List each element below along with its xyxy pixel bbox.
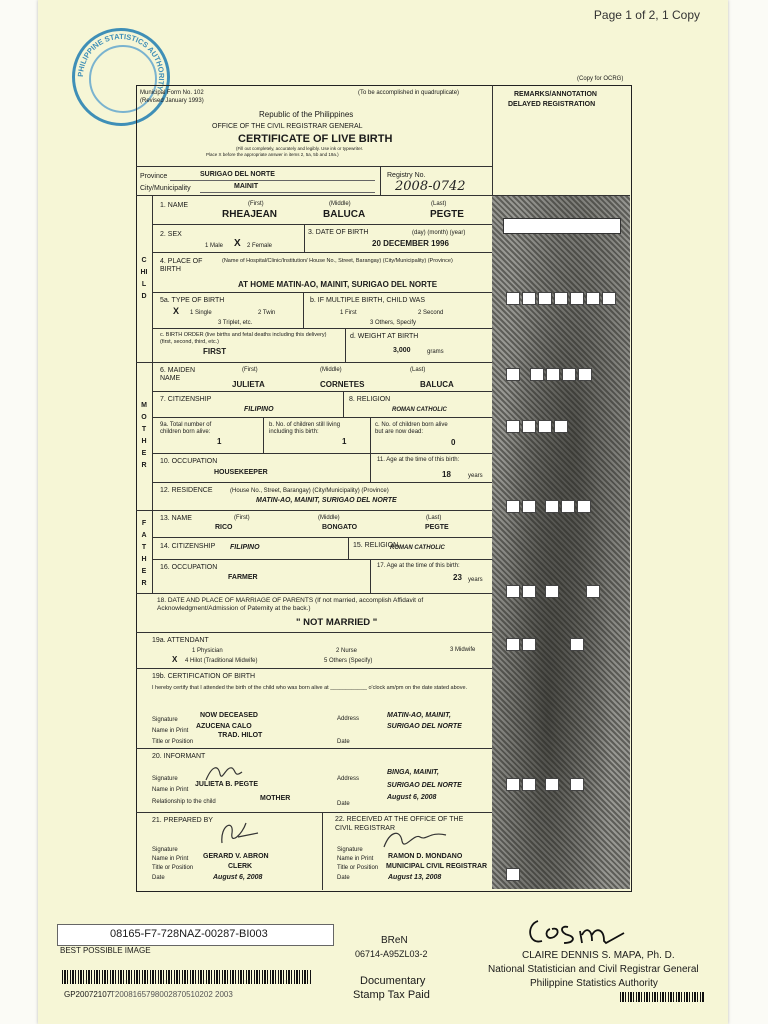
mother-middle-label: (Middle): [320, 367, 342, 373]
informant-name: JULIETA B. PEGTE: [195, 781, 259, 788]
child-first-name: RHEAJEAN: [222, 209, 278, 220]
child-name-label: 1. NAME: [160, 202, 189, 209]
multiple-birth-label: b. IF MULTIPLE BIRTH, CHILD WAS: [310, 297, 426, 304]
attendant-mark: X: [172, 655, 178, 664]
father-occupation: FARMER: [228, 574, 258, 581]
sex-mark: X: [234, 238, 241, 249]
multiple-others: 3 Others, Specify: [370, 320, 417, 326]
type-twin: 2 Twin: [258, 310, 276, 316]
father-citizenship-label: 14. CITIZENSHIP: [160, 543, 216, 550]
documentary-stamp-1: Documentary: [360, 975, 426, 987]
informant-address-label: Address: [337, 776, 360, 782]
certificate-title: CERTIFICATE OF LIVE BIRTH: [238, 133, 393, 145]
certification-text: I hereby certify that I attended the birth of the child who was born alive at ____________ o'clock am/pm on the date stated above.: [152, 685, 468, 691]
informant-signature-label: Signature: [152, 776, 178, 782]
children-born-value: 1: [217, 437, 222, 446]
bren-number: 06714-A95ZL03-2: [355, 949, 428, 959]
mother-age-label: 11. Age at the time of this birth:: [377, 457, 460, 463]
father-first-label: (First): [234, 515, 250, 521]
delayed-registration: DELAYED REGISTRATION: [508, 101, 596, 108]
father-middle-label: (Middle): [318, 515, 340, 521]
child-last-label: (Last): [431, 201, 447, 207]
mother-last-name: BALUCA: [420, 380, 454, 389]
informant-date-label: Date: [337, 801, 350, 807]
documentary-stamp-2: Stamp Tax Paid: [353, 989, 430, 1001]
signatory-title: National Statistician and Civil Registrar General: [488, 964, 699, 975]
dob-label: 3. DATE OF BIRTH: [308, 229, 369, 236]
child-middle-name: BALUCA: [323, 209, 366, 220]
attendant-physician: 1 Physician: [192, 648, 223, 654]
copy-for: (Copy for OCRG): [577, 76, 624, 82]
city-value: MAINIT: [234, 183, 259, 190]
ocrg-code: 08165-F7-728NAZ-00287-BI003: [110, 928, 268, 940]
type-triplet: 3 Triplet, etc.: [218, 320, 253, 326]
registrar-date: August 13, 2008: [388, 874, 442, 881]
bren-label: BReN: [381, 935, 408, 946]
preparer-name-label: Name in Print: [152, 856, 189, 862]
registrar-signature-label: Signature: [337, 847, 363, 853]
attendant-signature-label: Signature: [152, 717, 178, 723]
father-occupation-label: 16. OCCUPATION: [160, 564, 218, 571]
mother-age-unit: years: [468, 473, 483, 479]
coding-box: [503, 218, 621, 234]
marriage-label: 18. DATE AND PLACE OF MARRIAGE OF PARENTS (If not married, accomplish Affidavit of Acknowledgment/Admission of Paternity at the back.): [157, 597, 424, 612]
father-last-name: PEGTE: [425, 524, 449, 531]
dob-columns: (day) (month) (year): [412, 230, 466, 236]
birth-order-label: c. BIRTH ORDER (live births and fetal deaths including this delivery) (first, second, third, etc.): [160, 332, 327, 345]
type-of-birth-label: 5a. TYPE OF BIRTH: [160, 297, 225, 304]
preparer-date: August 6, 2008: [213, 874, 263, 881]
attendant-nurse: 2 Nurse: [336, 648, 358, 654]
prepared-label: 21. PREPARED BY: [152, 817, 213, 824]
father-last-label: (Last): [426, 515, 442, 521]
city-label: City/Municipality: [140, 185, 191, 192]
father-first-name: RICO: [215, 524, 233, 531]
registrar-signature-scribble: [380, 825, 450, 853]
residence-value: MATIN-AO, MAINIT, SURIGAO DEL NORTE: [256, 497, 397, 504]
attendant-hilot: 4 Hilot (Traditional Midwife): [185, 658, 258, 664]
province-label: Province: [140, 173, 168, 180]
child-last-name: PEGTE: [430, 209, 464, 220]
received-label: 22. RECEIVED AT THE OFFICE OF THE CIVIL REGISTRAR: [335, 816, 464, 832]
serial-number: GP20072107: [64, 990, 112, 999]
instructions-2: Place X before the appropriate answer in items 2, 5a, 5b and 19a.): [206, 152, 339, 157]
attendant-title: TRAD. HILOT: [218, 732, 263, 739]
preparer-name: GERARD V. ABRON: [203, 853, 269, 860]
mother-religion: ROMAN CATHOLIC: [392, 407, 447, 413]
form-revised: (Revised January 1993): [140, 98, 204, 104]
marriage-value: " NOT MARRIED ": [296, 617, 378, 628]
sex-male: 1 Male: [205, 243, 224, 249]
province-value: SURIGAO DEL NORTE: [200, 171, 275, 178]
informant-relationship: MOTHER: [260, 795, 291, 802]
best-possible-image: BEST POSSIBLE IMAGE: [60, 946, 151, 955]
section-child-label: CHILD: [140, 257, 148, 300]
weight-unit: grams: [427, 349, 444, 355]
multiple-second: 2 Second: [418, 310, 444, 316]
children-living-value: 1: [342, 437, 347, 446]
children-born-label: 9a. Total number of children born alive:: [160, 422, 212, 435]
instructions-1: (Fill out completely, accurately and legibly. Use ink or typewriter.: [236, 146, 364, 151]
informant-label: 20. INFORMANT: [152, 753, 206, 760]
father-citizenship: FILIPINO: [230, 544, 260, 551]
attendant-name-label: Name in Print: [152, 728, 189, 734]
multiple-first: 1 First: [340, 310, 357, 316]
informant-date: August 6, 2008: [387, 794, 437, 801]
father-name-label: 13. NAME: [160, 515, 192, 522]
informant-name-label: Name in Print: [152, 787, 189, 793]
pob-value: AT HOME MATIN-AO, MAINIT, SURIGAO DEL NORTE: [238, 280, 438, 289]
type-mark: X: [173, 306, 180, 316]
pob-label: 4. PLACE OF BIRTH: [160, 258, 203, 273]
birth-order-value: FIRST: [203, 347, 227, 356]
mother-age: 18: [442, 470, 451, 479]
preparer-signature-label: Signature: [152, 847, 178, 853]
mother-occupation: HOUSEKEEPER: [214, 469, 268, 476]
residence-columns: (House No., Street, Barangay) (City/Municipality) (Province): [230, 488, 389, 494]
child-first-label: (First): [248, 201, 264, 207]
mother-citizenship-label: 7. CITIZENSHIP: [160, 396, 212, 403]
form-number: Municipal Form No. 102: [140, 90, 204, 96]
mother-occupation-label: 10. OCCUPATION: [160, 458, 218, 465]
registrar-name: RAMON D. MONDANO: [388, 853, 463, 860]
informant-address-1: BINGA, MAINIT,: [387, 769, 439, 776]
children-dead-value: 0: [451, 438, 456, 447]
mother-citizenship: FILIPINO: [244, 406, 274, 413]
father-middle-name: BONGATO: [322, 524, 358, 531]
attendant-address-label: Address: [337, 716, 360, 722]
signatory-organization: Philippine Statistics Authority: [530, 978, 658, 989]
type-single: 1 Single: [190, 310, 212, 316]
preparer-signature-scribble: [216, 815, 262, 849]
residence-label: 12. RESIDENCE: [160, 487, 213, 494]
registry-number: 2008-0742: [395, 179, 466, 194]
preparer-date-label: Date: [152, 875, 165, 881]
mother-first-label: (First): [242, 367, 258, 373]
weight-label: d. WEIGHT AT BIRTH: [350, 333, 419, 340]
signatory-name: CLAIRE DENNIS S. MAPA, Ph. D.: [522, 950, 675, 961]
children-living-label: b. No. of children still living including this birth:: [269, 422, 341, 435]
page-counter: Page 1 of 2, 1 Copy: [593, 8, 700, 22]
remarks-title: REMARKS/ANNOTATION: [514, 91, 597, 98]
attendant-signature: NOW DECEASED: [200, 712, 258, 719]
preparer-title: CLERK: [228, 863, 253, 870]
children-dead-label: c. No. of children born alive but are now dead:: [375, 422, 448, 435]
mother-first-name: JULIETA: [232, 380, 265, 389]
dob-value: 20 DECEMBER 1996: [372, 239, 449, 248]
father-age-label: 17. Age at the time of this birth:: [377, 563, 460, 569]
signatory-barcode: [620, 992, 705, 1002]
attendant-label: 19a. ATTENDANT: [152, 637, 209, 644]
father-age: 23: [453, 573, 462, 582]
preparer-title-label: Title or Position: [152, 865, 194, 871]
barcode-text: T2008165798002870510202 2003: [110, 990, 233, 999]
office-line: OFFICE OF THE CIVIL REGISTRAR GENERAL: [212, 123, 363, 130]
registrar-date-label: Date: [337, 875, 350, 881]
child-middle-label: (Middle): [329, 201, 351, 207]
section-mother-label: MOTHER: [141, 402, 147, 469]
attendant-midwife: 3 Midwife: [450, 647, 476, 653]
svg-text:PHILIPPINE STATISTICS AUTHORIT: PHILIPPINE STATISTICS AUTHORITY: [75, 31, 167, 92]
mother-middle-name: CORNETES: [320, 380, 365, 389]
certification-label: 19b. CERTIFICATION OF BIRTH: [152, 673, 256, 680]
sex-female: 2 Female: [247, 243, 273, 249]
section-father-label: FATHER: [141, 520, 147, 587]
registrar-title-label: Title or Position: [337, 865, 379, 871]
attendant-others: 5 Others (Specify): [324, 658, 373, 664]
informant-relationship-label: Relationship to the child: [152, 799, 216, 805]
informant-address-2: SURIGAO DEL NORTE: [387, 782, 462, 789]
father-religion: ROMAN CATHOLIC: [390, 545, 445, 551]
maiden-name-label: 6. MAIDEN NAME: [160, 367, 196, 382]
mother-religion-label: 8. RELIGION: [349, 396, 391, 403]
attendant-address-2: SURIGAO DEL NORTE: [387, 723, 462, 730]
signatory-signature: [520, 905, 630, 949]
sex-label: 2. SEX: [160, 231, 182, 238]
registrar-title: MUNICIPAL CIVIL REGISTRAR: [386, 863, 488, 870]
quadruplicate-note: (To be accomplished in quadruplicate): [358, 90, 460, 96]
attendant-title-label: Title or Position: [152, 739, 194, 745]
republic-line: Republic of the Philippines: [259, 110, 354, 119]
pob-columns: (Name of Hospital/Clinic/Institution/ House No., Street, Barangay) (City/Municipality) (Province): [222, 258, 453, 264]
attendant-date-label: Date: [337, 739, 350, 745]
attendant-address-1: MATIN-AO, MAINIT,: [387, 712, 451, 719]
registry-label: Registry No.: [387, 172, 426, 179]
attendant-name: AZUCENA CALO: [196, 723, 252, 730]
weight-value: 3,000: [393, 347, 411, 354]
mother-last-label: (Last): [410, 367, 426, 373]
father-religion-label: 15. RELIGION: [353, 542, 399, 549]
registrar-name-label: Name in Print: [337, 856, 374, 862]
father-age-unit: years: [468, 577, 483, 583]
document-barcode: [62, 970, 312, 984]
